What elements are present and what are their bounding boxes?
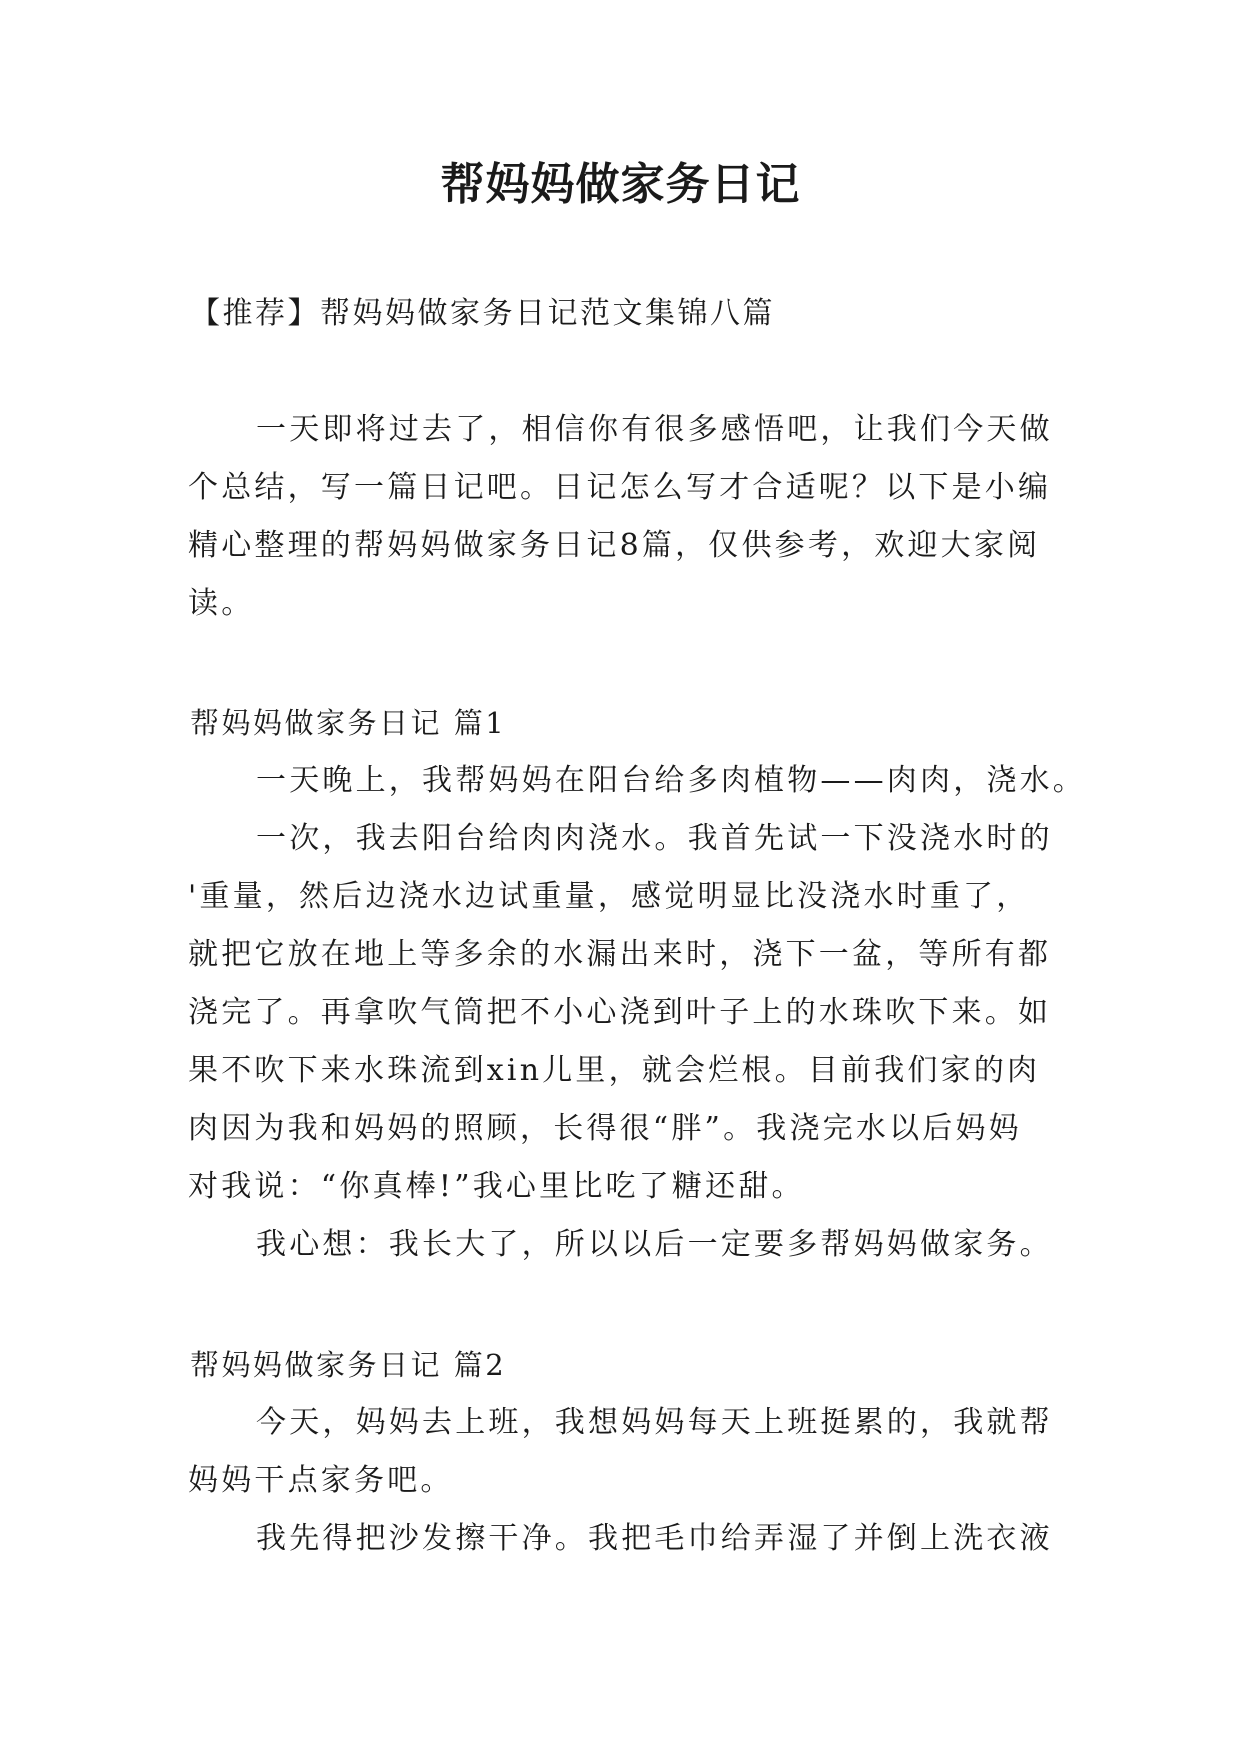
section-line: 果不吹下来水珠流到xin儿里，就会烂根。目前我们家的肉 xyxy=(188,1053,1041,1088)
intro-line: 精心整理的帮妈妈做家务日记8篇，仅供参考，欢迎大家阅 xyxy=(188,528,1041,563)
intro-line: 一天即将过去了，相信你有很多感悟吧，让我们今天做 xyxy=(256,412,1053,447)
section-line: 肉因为我和妈妈的照顾，长得很“胖”。我浇完水以后妈妈 xyxy=(188,1111,1022,1146)
document-title: 帮妈妈做家务日记 xyxy=(440,159,801,210)
section-line: 浇完了。再拿吹气筒把不小心浇到叶子上的水珠吹下来。如 xyxy=(188,995,1052,1030)
section-line: 我先得把沙发擦干净。我把毛巾给弄湿了并倒上洗衣液 xyxy=(256,1521,1053,1556)
section-line: 今天，妈妈去上班，我想妈妈每天上班挺累的，我就帮 xyxy=(256,1405,1053,1440)
section-heading: 帮妈妈做家务日记 篇2 xyxy=(190,1348,507,1382)
section-line: 我心想：我长大了，所以以后一定要多帮妈妈做家务。 xyxy=(256,1227,1053,1262)
section-line: 就把它放在地上等多余的水漏出来时，浇下一盆，等所有都 xyxy=(188,937,1052,972)
section-line: 一天晚上，我帮妈妈在阳台给多肉植物——肉肉，浇水。 xyxy=(256,763,1086,798)
section-heading: 帮妈妈做家务日记 篇1 xyxy=(190,706,507,740)
section-line: 一次，我去阳台给肉肉浇水。我首先试一下没浇水时的 xyxy=(256,821,1053,856)
section-line: '重量，然后边浇水边试重量，感觉明显比没浇水时重了， xyxy=(188,879,1030,914)
section-line: 对我说：“你真棒!”我心里比吃了糖还甜。 xyxy=(188,1169,805,1204)
intro-line: 个总结，写一篇日记吧。日记怎么写才合适呢？以下是小编 xyxy=(188,470,1052,505)
section-line: 妈妈干点家务吧。 xyxy=(188,1463,454,1498)
intro-line: 读。 xyxy=(188,586,255,621)
document-subtitle: 【推荐】帮妈妈做家务日记范文集锦八篇 xyxy=(190,296,775,331)
